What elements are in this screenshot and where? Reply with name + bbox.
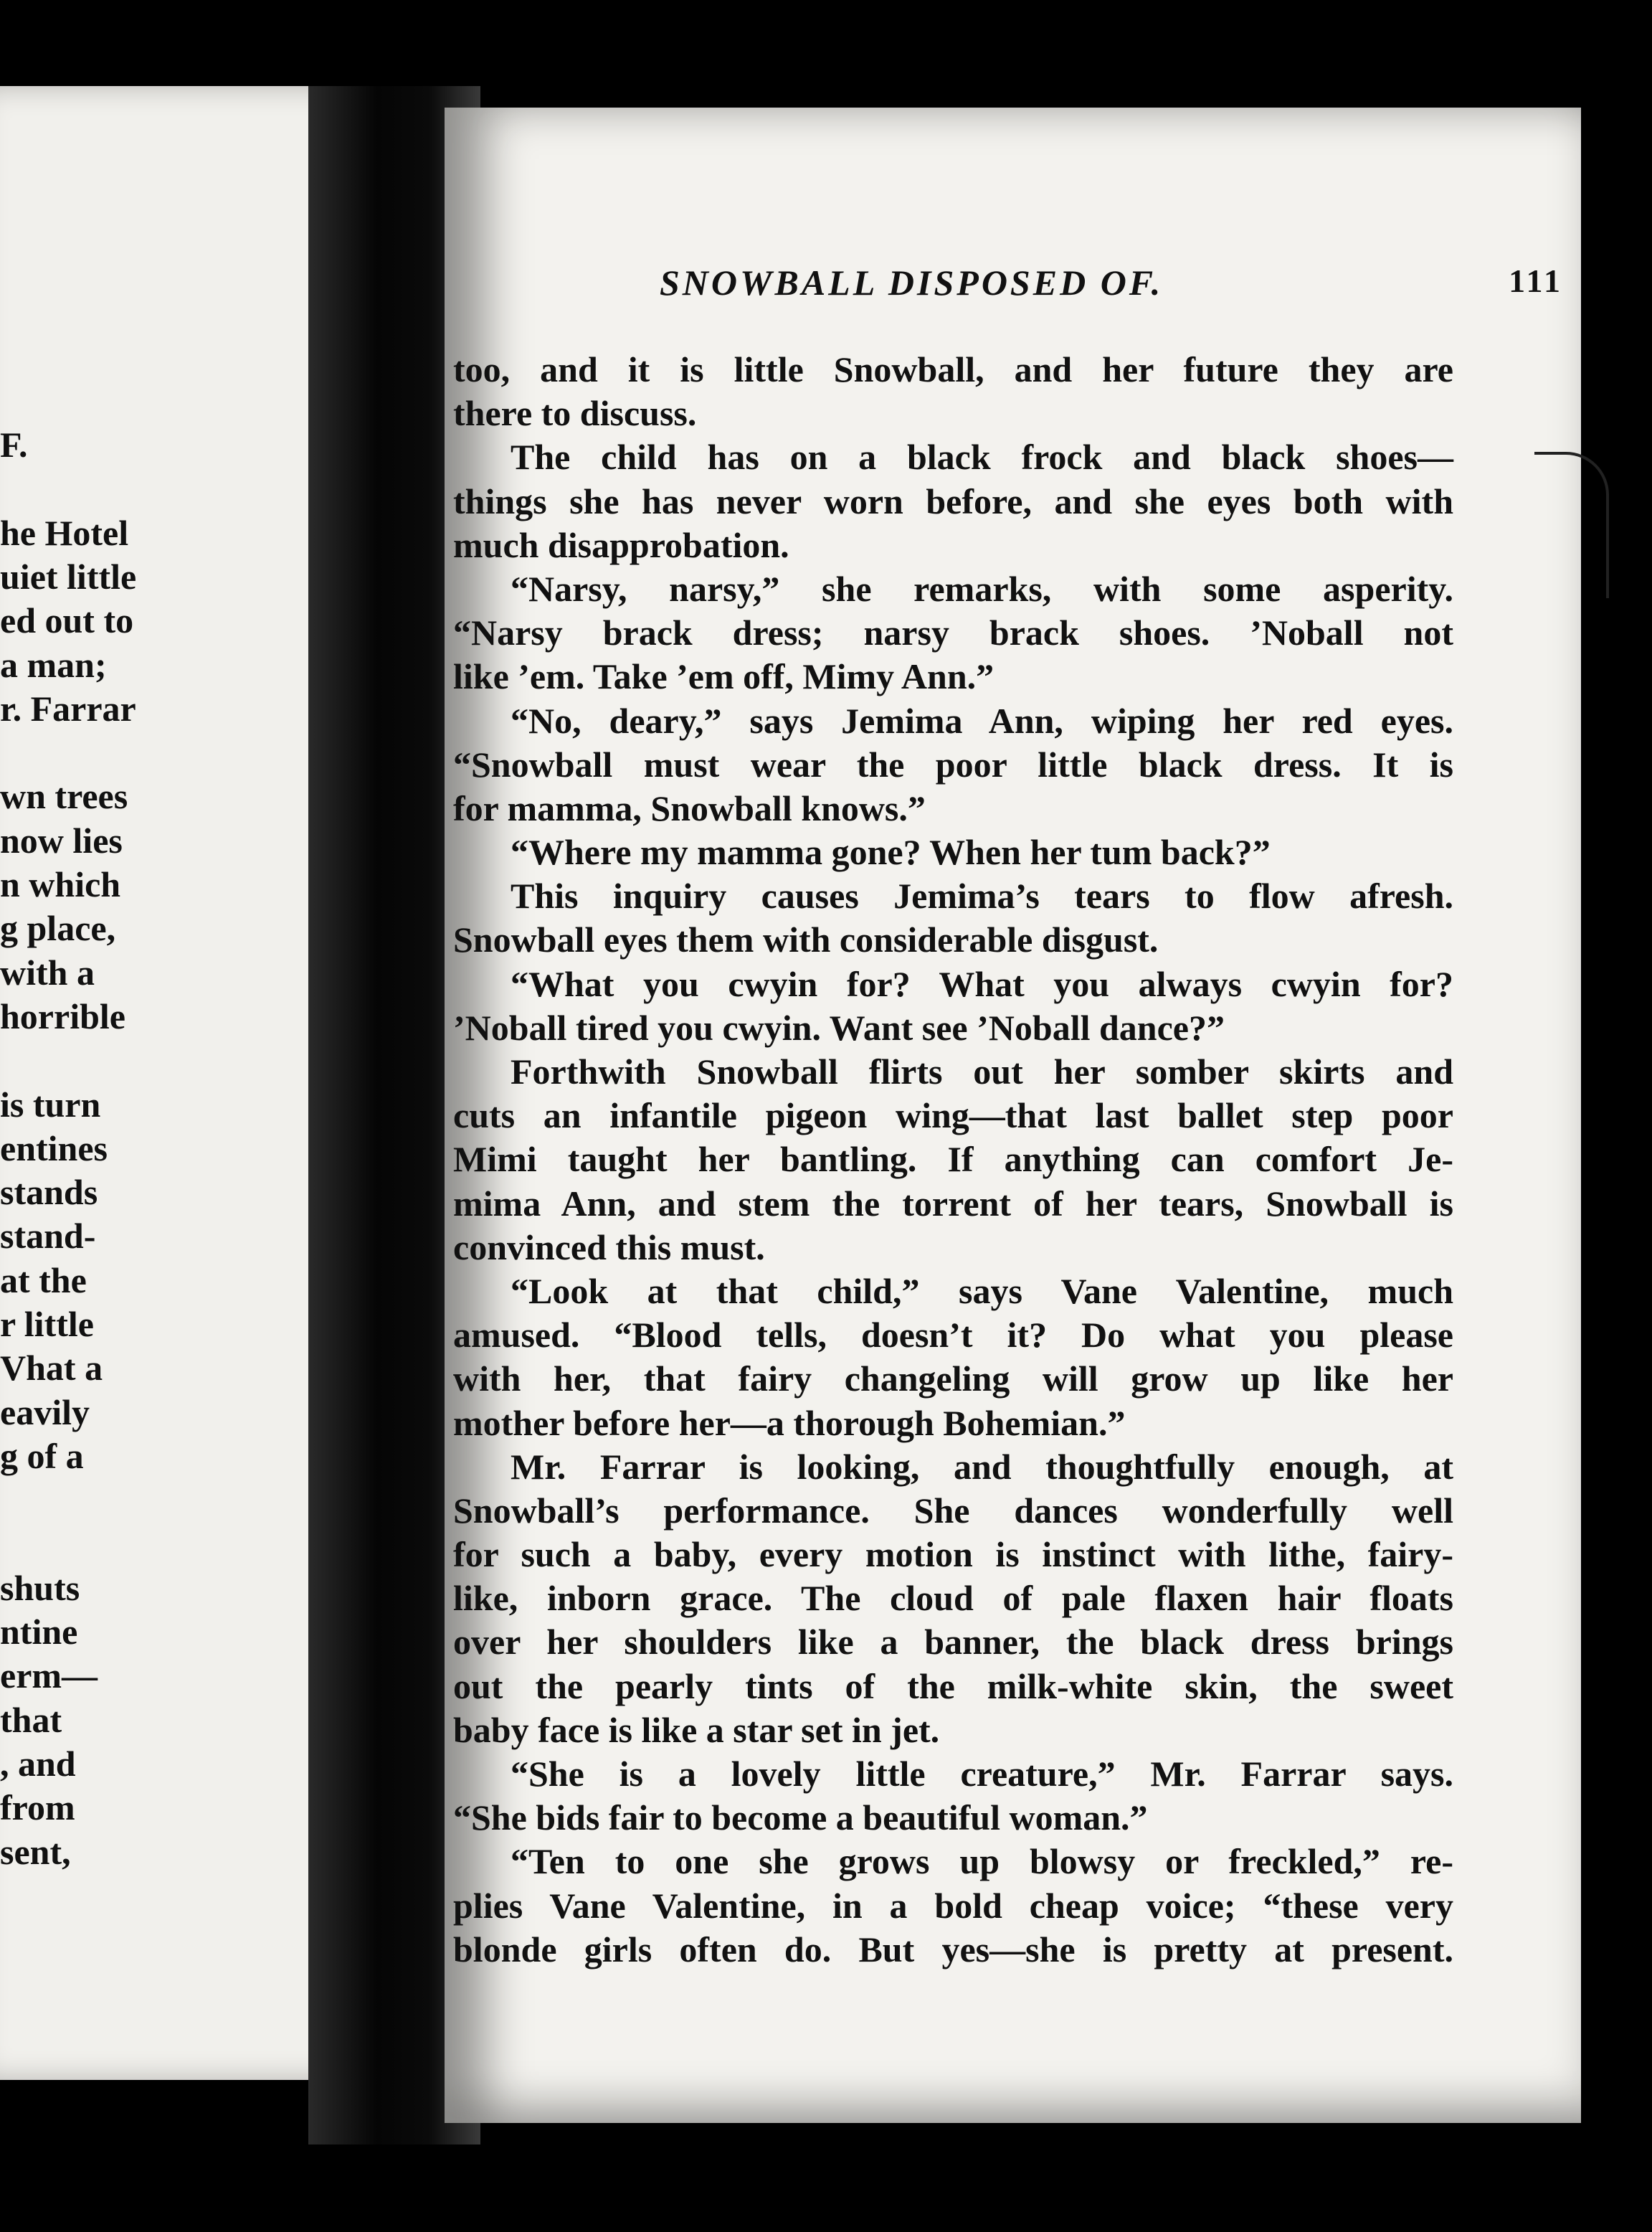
text-line: Mimi taught her bantling. If anything can comfort Je-: [453, 1139, 1453, 1180]
text-line: The child has on a black frock and black shoes—: [511, 437, 1453, 478]
left-page-line: F.: [0, 425, 28, 465]
left-page-line: n which: [0, 864, 121, 904]
text-line: cuts an infantile pigeon wing—that last ballet step poor: [453, 1095, 1453, 1136]
left-page-line: is turn: [0, 1084, 101, 1125]
left-page-line: erm—: [0, 1655, 98, 1696]
left-page-line: ntine: [0, 1612, 78, 1652]
page-number: 111: [1509, 263, 1563, 299]
left-page-line: at the: [0, 1259, 87, 1300]
text-line: like ’em. Take ’em off, Mimy Ann.”: [453, 656, 994, 697]
text-line: for such a baby, every motion is instinct with lithe, fairy-: [453, 1534, 1453, 1575]
left-page-line: wn trees: [0, 776, 128, 817]
text-line: “Snowball must wear the poor little black dress. It is: [453, 744, 1453, 785]
text-line: like, inborn grace. The cloud of pale flaxen hair floats: [453, 1578, 1453, 1619]
text-line: too, and it is little Snowball, and her future they are: [453, 349, 1453, 389]
left-page-line: stand-: [0, 1216, 96, 1257]
text-line: out the pearly tints of the milk-white skin, the sweet: [453, 1665, 1453, 1706]
body-text: [453, 348, 1453, 1972]
text-line: ’Noball tired you cwyin. Want see ’Noball dance?”: [453, 1007, 1225, 1048]
text-line: “Where my mamma gone? When her tum back?”: [511, 832, 1271, 873]
left-page-line: sent,: [0, 1831, 71, 1872]
text-line: “She bids fair to become a beautiful woman.”: [453, 1797, 1148, 1838]
left-page-line: shuts: [0, 1567, 80, 1608]
left-page-line: g of a: [0, 1435, 84, 1476]
text-line: “She is a lovely little creature,” Mr. Farrar says.: [511, 1754, 1453, 1794]
text-line: there to discuss.: [453, 393, 697, 434]
text-line: “No, deary,” says Jemima Ann, wiping her red eyes.: [511, 700, 1453, 741]
text-line: “Ten to one she grows up blowsy or freckled,” re-: [511, 1841, 1453, 1882]
text-line: Snowball’s performance. She dances wonderfully well: [453, 1490, 1453, 1531]
left-page-line: stands: [0, 1172, 98, 1213]
left-page-line: he Hotel: [0, 512, 129, 553]
text-line: amused. “Blood tells, doesn’t it? Do what you please: [453, 1315, 1453, 1356]
left-page-line: a man;: [0, 644, 107, 685]
left-page-line: Vhat a: [0, 1348, 103, 1389]
text-line: for mamma, Snowball knows.”: [453, 788, 926, 828]
text-line: baby face is like a star set in jet.: [453, 1709, 940, 1750]
right-page: [445, 108, 1581, 2123]
left-page-line: g place,: [0, 908, 116, 949]
text-line: “Narsy, narsy,” she remarks, with some asperity.: [511, 568, 1453, 609]
left-page-line: that: [0, 1699, 62, 1740]
left-page-line: ed out to: [0, 600, 134, 641]
left-page-line: horrible: [0, 996, 125, 1036]
text-line: “Look at that child,” says Vane Valentine, much: [511, 1270, 1453, 1311]
left-page-line: uiet little: [0, 556, 137, 597]
text-line: mima Ann, and stem the torrent of her tears, Snowball is: [453, 1183, 1453, 1224]
text-line: Mr. Farrar is looking, and thoughtfully enough, at: [511, 1446, 1453, 1487]
text-line: Forthwith Snowball flirts out her somber skirts and: [511, 1051, 1453, 1092]
text-line: blonde girls often do. But yes—she is pretty at present.: [453, 1929, 1453, 1969]
text-line: Snowball eyes them with considerable disgust.: [453, 919, 1159, 960]
left-page-line: eavily: [0, 1391, 90, 1432]
left-page-line: now lies: [0, 820, 123, 861]
left-page-line: entines: [0, 1127, 108, 1168]
text-line: plies Vane Valentine, in a bold cheap voice; “these very: [453, 1885, 1453, 1926]
text-line: This inquiry causes Jemima’s tears to flow afresh.: [511, 876, 1453, 917]
text-line: things she has never worn before, and she eyes both with: [453, 481, 1453, 521]
text-line: with her, that fairy changeling will grow up like her: [453, 1358, 1453, 1399]
text-line: much disapprobation.: [453, 524, 789, 565]
text-line: “What you cwyin for? What you always cwyin for?: [511, 963, 1453, 1004]
text-line: “Narsy brack dress; narsy brack shoes. ’Noball not: [453, 613, 1453, 653]
left-page-line: r little: [0, 1304, 94, 1344]
left-page-line: r. Farrar: [0, 688, 136, 729]
running-head: [660, 262, 1563, 319]
text-line: convinced this must.: [453, 1226, 765, 1267]
running-title: SNOWBALL DISPOSED OF.: [660, 263, 1164, 303]
left-page-line: from: [0, 1787, 75, 1828]
left-page-line: with a: [0, 952, 95, 993]
left-page-line: , and: [0, 1744, 76, 1784]
text-line: over her shoulders like a banner, the black dress brings: [453, 1622, 1453, 1663]
margin-bracket-mark: [1534, 452, 1609, 598]
text-line: mother before her—a thorough Bohemian.”: [453, 1402, 1126, 1443]
